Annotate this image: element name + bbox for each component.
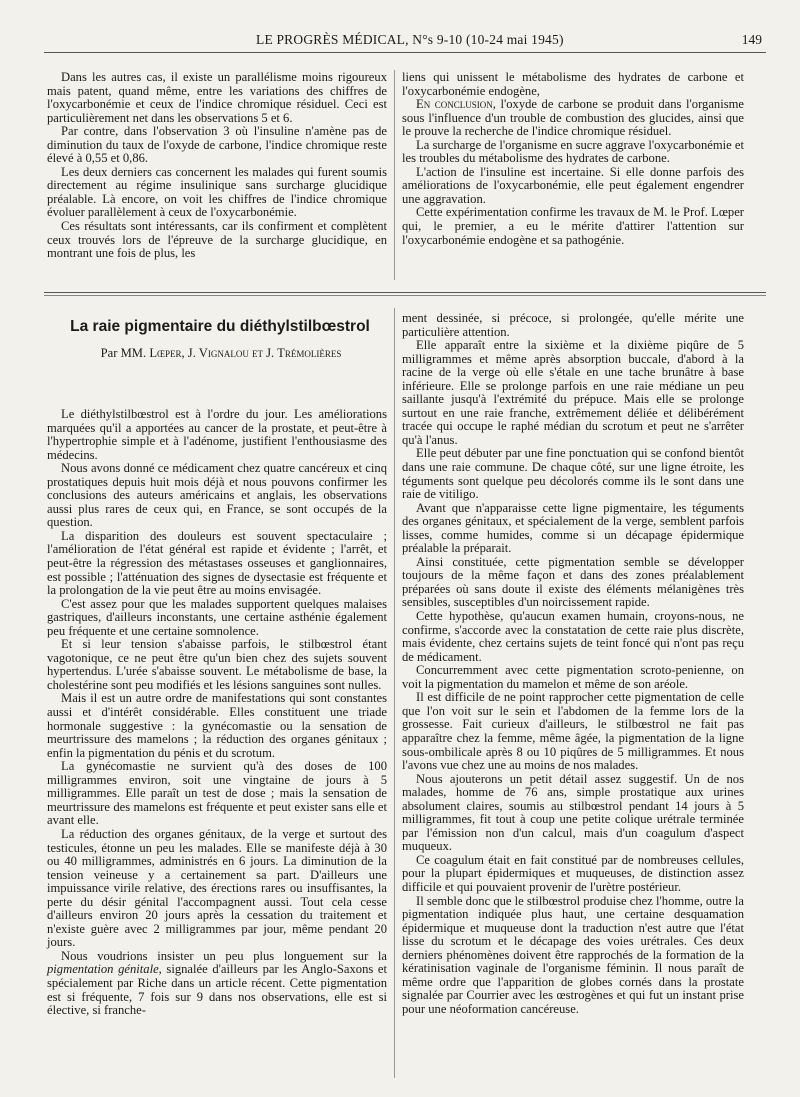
paragraph: L'action de l'insuline est incertaine. Si elle donne parfois des améliorations de l'oxycarbonémie, elle peut également engendrer une aggravation. [402,164,744,206]
paragraph: La gynécomastie ne survient qu'à des doses de 100 milligrammes environ, soit une vingtaine de jours à 5 milligrammes. Elle paraît un test de dose ; mais la sensation de meurtrissure des mamelons est fréquente et peut exister sans elle et avant elle. [47,759,387,828]
paragraph: Par contre, dans l'observation 3 où l'insuline n'amène pas de diminution du taux de l'oxyde de carbone, l'indice chromique reste élevé à 0,55 et 0,86. [47,124,387,166]
column-divider [394,70,395,280]
header-rule [44,52,766,53]
paragraph: Ce coagulum était en fait constitué par de nombreuses cellules, pour la plupart épidermiques et muqueuses, de distinction assez difficile et qui pouvaient provenir de l'urètre postérieur. [402,852,744,894]
paragraph: Et si leur tension s'abaisse parfois, le stilbœstrol étant vagotonique, ce ne peut être qu'un bien chez des sujets souvent hypertendus. L'urée s'abaisse souvent. Le métabolisme de base, la cholestérine sont peu modifiés et les lésions sanguines sont nulles. [47,637,387,692]
paragraph: Mais il est un autre ordre de manifestations qui sont constantes aussi et d'intérêt considérable. Elles constituent une triade hormonale suggestive : la gynécomastie ou la sensation de meurtrissure des mamelons ; la réduction des organes génitaux ; enfin la pigmentation du pénis et du scrotum. [47,691,387,760]
paragraph: Ainsi constituée, cette pigmentation semble se développer toujours de la même façon et dans des zones préalablement préparées où sans doute il existe des éléments mélanigènes très sensibles, susceptibles d'un noircissement rapide. [402,554,744,610]
paragraph: Ces résultats sont intéressants, car ils confirment et complètent ceux trouvés lors de l'épreuve de la surcharge glucidique, en montrant une fois de plus, les [47,219,387,261]
top-left-column [47,71,387,261]
paragraph: Les deux derniers cas concernent les malades qui furent soumis directement au régime insulinique sans surcharge glucidique préalable. Là encore, on voit les chiffres de l'indice chromique évoluer parallèlement à ceux de l'oxycarbonémie. [47,164,387,220]
article-authors [56,346,386,361]
paragraph: liens qui unissent le métabolisme des hydrates de carbone et l'oxycarbonémie endogène, [402,70,744,98]
paragraph: La disparition des douleurs est souvent spectaculaire ; l'amélioration de l'état général est rapide et évidente ; l'arrêt, et peut-être la régression des métastases osseuses et ganglionnaires, est possible ; l'atténuation des signes de dysectasie est fréquente et la prolongation de la vie peut être au moins envisagée. [47,528,387,598]
paragraph: Concurremment avec cette pigmentation scroto-penienne, on voit la pigmentation du mamelon et même de son aréole. [402,663,744,691]
paragraph: Dans les autres cas, il existe un parallélisme moins rigoureux mais patent, quand même, entre les variations des chiffres de l'oxycarbonémie et ceux de l'indice chromique résiduel. Ceci est particulièrement net dans les observations 5 et 6. [47,70,387,125]
article-title: La raie pigmentaire du diéthylstilbœstrol [70,318,370,335]
paragraph: Elle apparaît entre la sixième et la dixième piqûre de 5 milligrammes et même après absorption buccale, d'abord à la racine de la verge où elle s'étale en une tache brunâtre à base inférieure. Elle se prolonge parfois en une raie médiane un peu saillante jusqu'à l'extrémité du prépuce. Mais elle se prolonge surtout en une raie franche, extrêmement déliée et délibérément tracée qui occupe le raphé médian du scrotum et peut ne s'arrêter qu'à l'anus. [402,338,744,447]
article-right-column [402,312,744,1016]
authors-prefix: Par MM. [100,346,150,360]
conclusion-text: l'oxyde de carbone se produit dans l'organisme sous l'influence d'un trouble de combustion des glucides, ainsi que le prouve la recherche de l'indice chromique résiduel. [402,97,745,139]
paragraph: La réduction des organes génitaux, de la verge et surtout des testicules, étonne un peu les malades. Elle se manifeste déjà à 30 ou 40 milligrammes, administrés en 6 jours. La diminution de la tension veineuse y a certainement sa part. D'ailleurs une impuissance virile relative, des érections rares ou insuffisantes, la perte du désir génital l'accompagnent aussi. Tout cela cesse d'ailleurs environ 20 jours après la cessation du traitement et n'existe guère avec 2 milligrammes par jour, même pendant 20 jours. [47,826,387,950]
section-divider [44,292,766,293]
pigmentation-paragraph: Nous voudrions insister un peu plus longuement sur la pigmentation génitale, signalée d'ailleurs par les Anglo-Saxons et spécialement par Riche dans un article récent. Cette pigmentation est si fréquente, 7 fois sur 9 dans nos observations, elle est si élective, si franche- [47,948,387,1018]
journal-title: LE PROGRÈS MÉDICAL, N°s 9-10 (10-24 mai 1945) [256,32,564,47]
paragraph: ment dessinée, si précoce, si prolongée, qu'elle mérite une particulière attention. [402,311,744,339]
article-left-column [47,408,387,1018]
paragraph: Elle peut débuter par une fine ponctuation qui se confond bientôt dans une raie commune. De chaque côté, sur une ligne étroite, les téguments sont quelque peu décolorés comme ils le sont dans une raie de vitiligo. [402,446,744,502]
conclusion-paragraph [402,98,744,139]
paragraph: Cette hypothèse, qu'aucun examen humain, croyons-nous, ne confirme, s'accorde avec la constatation de cette raie plus discrète, mais évidente, chez certains sujets de teint foncé qui n'ont pas reçu de médicament. [402,609,744,664]
paragraph: Cette expérimentation confirme les travaux de M. le Prof. Lœper qui, le premier, a eu le mérite d'attirer l'attention sur l'oxycarbonémie endogène et sa pathogénie. [402,205,744,247]
paragraph: Nous ajouterons un petit détail assez suggestif. Un de nos malades, homme de 76 ans, simple prostatique aux urines absolument claires, soumis au stilbœstrol pendant 14 jours à 5 milligrammes, fit tout à coup une petite colique urétrale terminée par l'émission non d'un calcul, mais d'un coagulum d'aspect muqueux. [402,771,744,854]
authors-names: Lœper, J. Vignalou et J. Trémolières [149,346,342,360]
paragraph: C'est assez pour que les malades supportent quelques malaises gastriques, d'ailleurs inconstants, une certaine asthénie également peu fréquente et une certaine somnolence. [47,596,387,638]
paragraph: La surcharge de l'organisme en sucre aggrave l'oxycarbonémie et les troubles du métabolisme des hydrates de carbone. [402,137,744,166]
top-right-column [402,71,744,247]
paragraph: Avant que n'apparaisse cette ligne pigmentaire, les téguments des organes génitaux, et spécialement de la verge, semblent parfois lisses, comme humides, comme si un décapage épidermique préalable la préparait. [402,500,744,556]
paragraph: Il est difficile de ne point rapprocher cette pigmentation de celle que l'on voit sur le sein et l'abdomen de la femme lors de la grossesse. Fait curieux d'ailleurs, le stilbœstrol ne fait pas apparaître chez la femme, même âgée, la pigmentation de la ligne sous-ombilicale après 8 ou 10 piqûres de 5 milligrammes. Et nous l'avons vue chez une au moins de nos malades. [402,690,744,773]
conclusion-label: En conclusion, [416,97,496,112]
paragraph: Le diéthylstilbœstrol est à l'ordre du jour. Les améliorations marquées qu'il a apportées au cancer de la prostate, et peut-être à l'hypertrophie simple et à l'adénome, justifient l'enthousiasme des médecins. [47,407,387,462]
column-divider [394,308,395,1078]
page-number: 149 [741,32,762,47]
paragraph: Il semble donc que le stilbœstrol produise chez l'homme, outre la pigmentation indiquée plus haut, une certaine desquamation épidermique et muqueuse dont la traduction n'est autre que l'état lisse du scrotum et le décapage des voies urétrales. Ces deux derniers phénomènes doivent être rapprochés de la formation de la kératinisation vaginale de l'organisme féminin. Il nous paraît de même ordre que l'apparition de globes cornés dans la prostate signalée par Courrier avec les œstrogènes et qui fut un instant prise pour une néoformation cancéreuse. [402,893,744,1016]
emphasis: pigmentation génitale [47,962,159,977]
paragraph: Nous avons donné ce médicament chez quatre cancéreux et cinq prostatiques depuis huit mois déjà et nous pouvons confirmer les conclusions des auteurs américains et anglais, les observations aussi plus rares de ceux qui, en France, se sont occupés de la question. [47,461,387,530]
running-header [46,32,764,50]
